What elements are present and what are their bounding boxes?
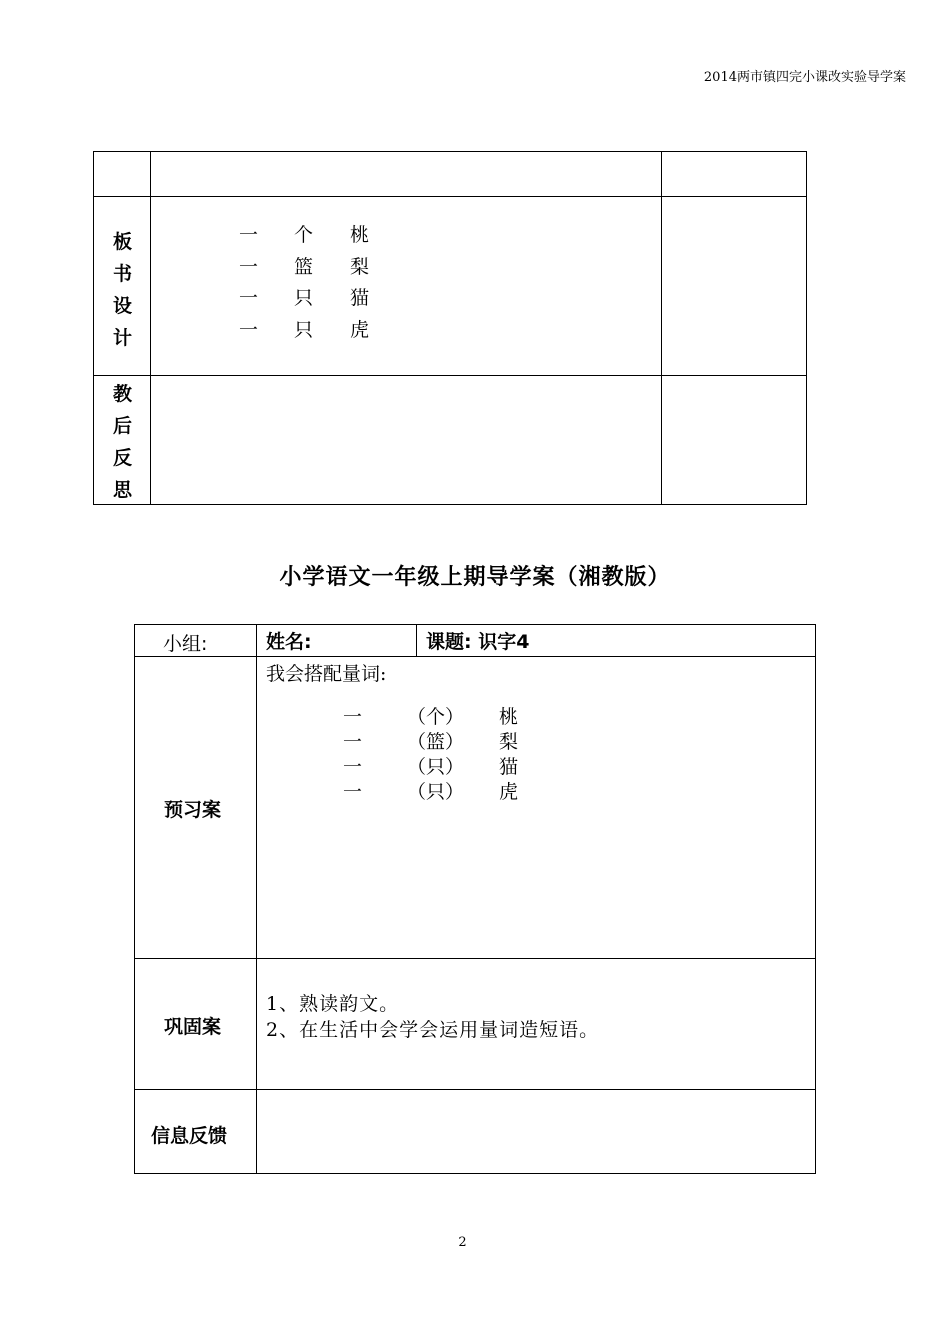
post-lesson-reflection-label: 教 后 反 思 xyxy=(112,383,132,501)
table-divider xyxy=(135,958,815,959)
board-design-label: 板 书 设 计 xyxy=(112,231,132,349)
board-row: 一 只 猫 xyxy=(239,287,370,309)
match-row: 一 （只） 猫 xyxy=(343,756,519,778)
measure-word-matching xyxy=(343,705,518,805)
feedback-section-label: 信息反馈 xyxy=(151,1125,228,1147)
match-row: 一 （只） 虎 xyxy=(343,781,519,803)
consolidation-items xyxy=(266,991,599,1043)
preview-heading: 我会搭配量词: xyxy=(266,663,387,685)
page-header: 2014两市镇四完小课改实验导学案 xyxy=(703,70,906,85)
table-divider xyxy=(94,196,806,197)
table-divider xyxy=(661,152,662,504)
table-divider xyxy=(256,625,257,1173)
name-label: 姓名: xyxy=(266,631,312,653)
table-divider xyxy=(135,1089,815,1090)
board-design-content xyxy=(239,220,369,346)
match-row: 一 （篮） 梨 xyxy=(343,731,519,753)
list-item: 2、在生活中会学会运用量词造短语。 xyxy=(266,1019,600,1041)
match-row: 一 （个） 桃 xyxy=(343,706,519,728)
group-label: 小组: xyxy=(163,633,208,655)
list-item: 1、熟读韵文。 xyxy=(266,993,400,1015)
board-row: 一 只 虎 xyxy=(239,318,370,341)
document-title: 小学语文一年级上期导学案（湘教版） xyxy=(279,565,671,590)
table-divider xyxy=(135,656,815,657)
topic-label: 课题: 识字4 xyxy=(426,631,530,653)
preview-section-label: 预习案 xyxy=(164,799,222,821)
table-divider xyxy=(416,625,417,656)
board-row: 一 个 桃 xyxy=(239,224,370,246)
table-divider xyxy=(94,375,806,376)
page-number: 2 xyxy=(458,1235,467,1250)
consolidation-section-label: 巩固案 xyxy=(164,1016,222,1038)
lesson-plan-table-continued xyxy=(93,151,807,505)
board-row: 一 篮 梨 xyxy=(239,255,370,278)
study-guide-table xyxy=(134,624,816,1174)
